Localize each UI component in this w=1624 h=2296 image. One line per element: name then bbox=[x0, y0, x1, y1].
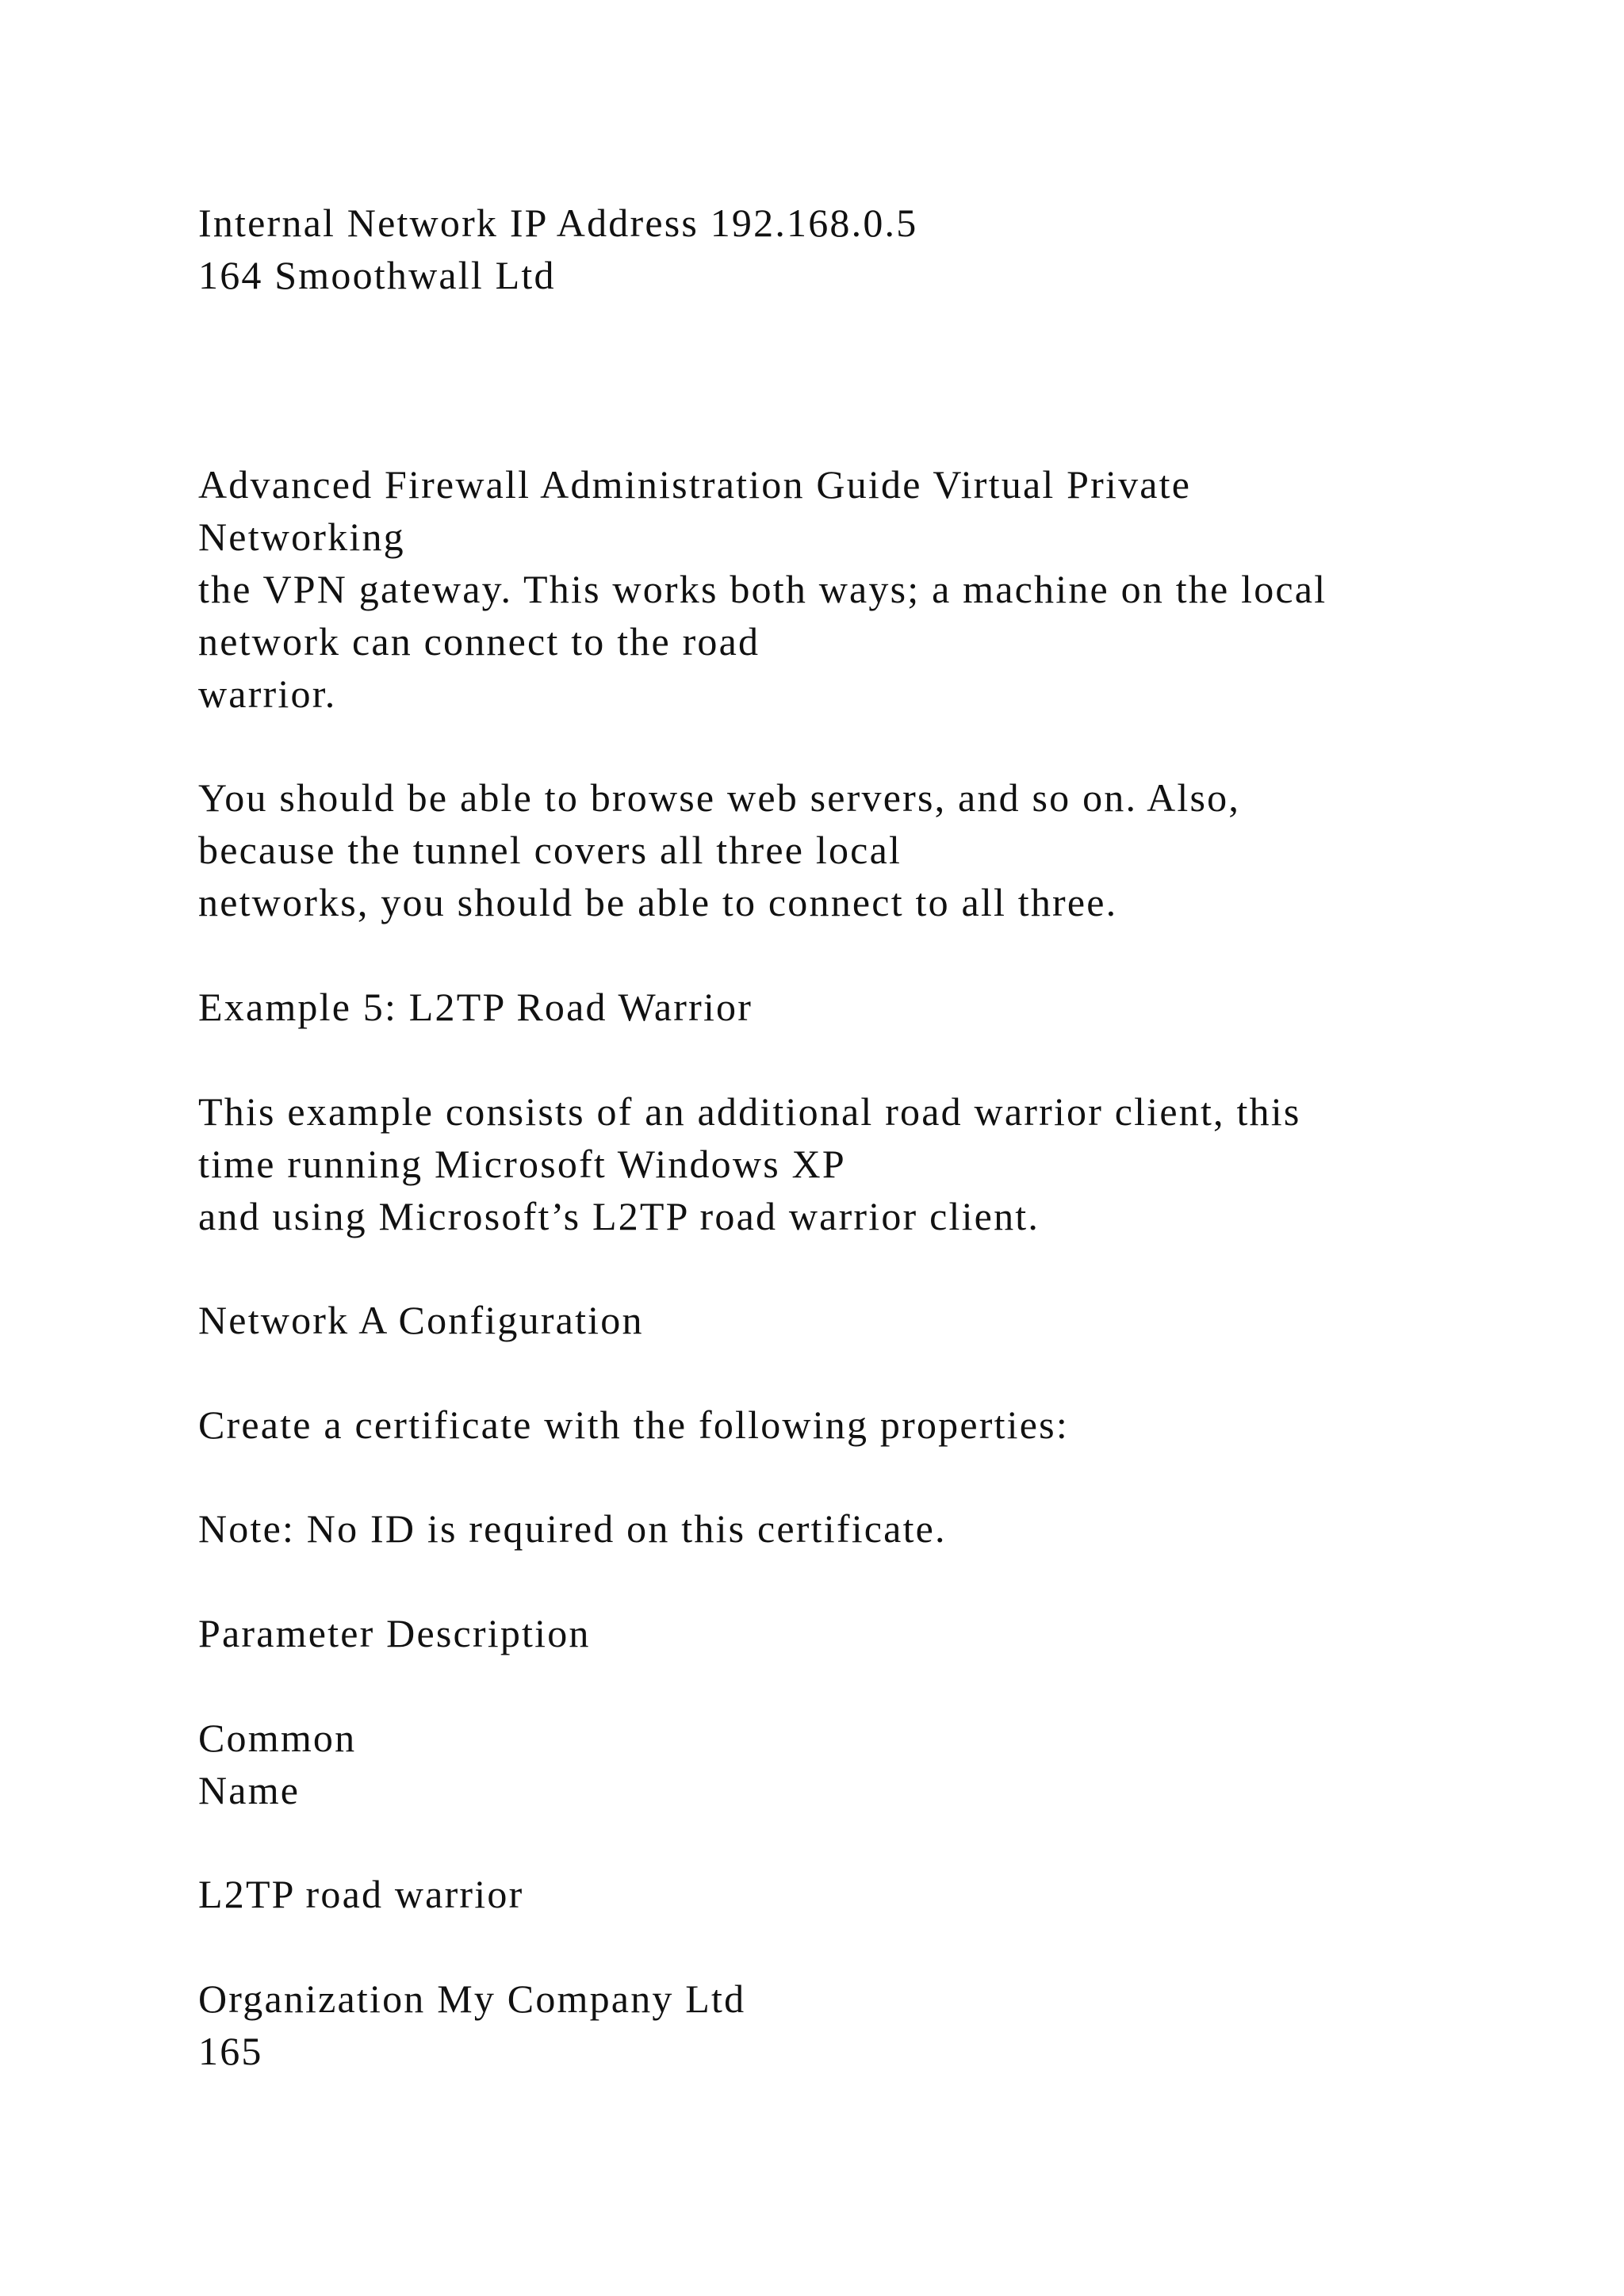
paragraph-line: This example consists of an additional road warrior client, this bbox=[198, 1089, 1301, 1134]
paragraph-line: the VPN gateway. This works both ways; a machine on the local bbox=[198, 567, 1327, 611]
note bbox=[198, 1502, 1546, 1555]
paragraph-vpn-gateway bbox=[198, 563, 1546, 720]
example-heading bbox=[198, 981, 1546, 1033]
note-text: Note: No ID is required on this certificate. bbox=[198, 1506, 947, 1551]
table-cell: Common bbox=[198, 1716, 357, 1760]
paragraph-line: because the tunnel covers all three local bbox=[198, 828, 902, 872]
header-network-ip: Internal Network IP Address 192.168.0.5 bbox=[198, 201, 918, 245]
table-cell: L2TP road warrior bbox=[198, 1872, 524, 1916]
table-row-organization bbox=[198, 1973, 1546, 2077]
running-title-line-1: Advanced Firewall Administration Guide Virtual Private bbox=[198, 462, 1192, 507]
table-row-common-name-value bbox=[198, 1868, 1546, 1920]
paragraph-line: network can connect to the road bbox=[198, 619, 760, 664]
running-title-line-2: Networking bbox=[198, 515, 405, 559]
paragraph-line: time running Microsoft Windows XP bbox=[198, 1142, 846, 1186]
page-header bbox=[198, 197, 1546, 301]
instruction bbox=[198, 1399, 1546, 1451]
table-header-text: Parameter Description bbox=[198, 1611, 591, 1655]
page-number: 165 bbox=[198, 2029, 263, 2073]
table-row-common-name-param bbox=[198, 1712, 1546, 1816]
table-cell: Name bbox=[198, 1768, 301, 1812]
header-page-footer: 164 Smoothwall Ltd bbox=[198, 253, 556, 297]
paragraph-example bbox=[198, 1085, 1546, 1242]
table-cell: Organization My Company Ltd bbox=[198, 1976, 746, 2021]
paragraph-line: and using Microsoft’s L2TP road warrior client. bbox=[198, 1194, 1040, 1238]
paragraph-line: networks, you should be able to connect to all three. bbox=[198, 880, 1118, 924]
example-heading-text: Example 5: L2TP Road Warrior bbox=[198, 985, 753, 1029]
paragraph-browse bbox=[198, 771, 1546, 928]
running-title bbox=[198, 458, 1546, 563]
paragraph-line: warrior. bbox=[198, 672, 337, 716]
instruction-text: Create a certificate with the following properties: bbox=[198, 1402, 1069, 1447]
section-heading bbox=[198, 1294, 1546, 1346]
table-header bbox=[198, 1607, 1546, 1659]
paragraph-line: You should be able to browse web servers, and so on. Also, bbox=[198, 775, 1241, 820]
section-heading-text: Network A Configuration bbox=[198, 1298, 644, 1342]
